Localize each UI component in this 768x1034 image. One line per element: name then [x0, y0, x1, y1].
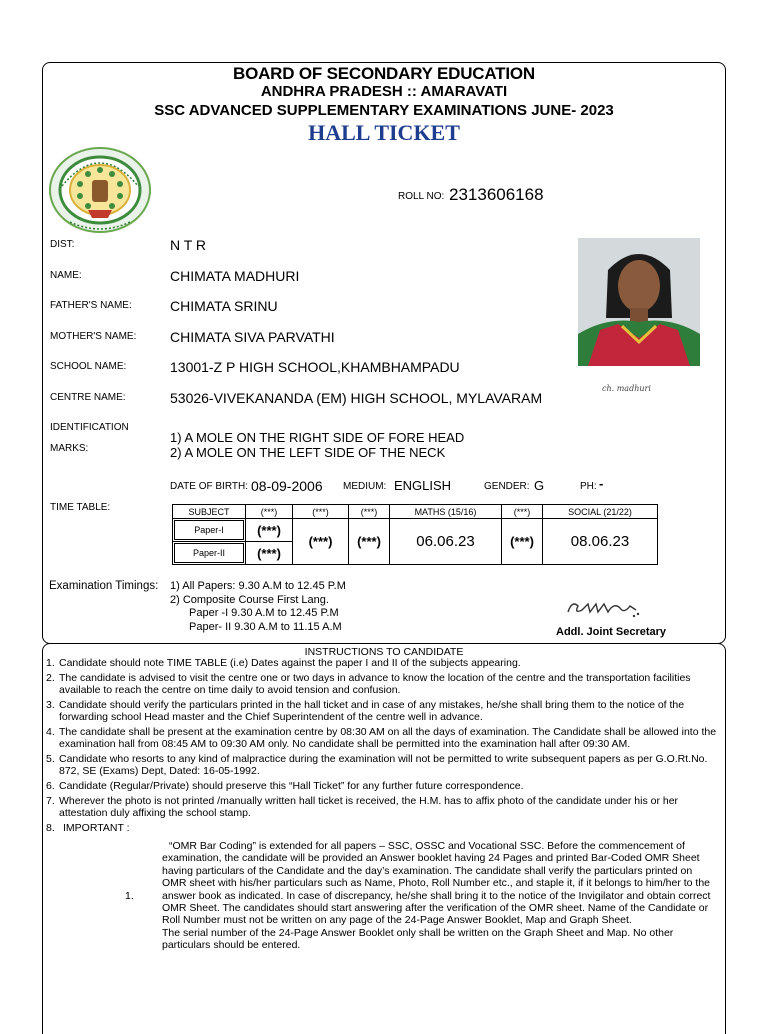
header-col2: (***) [293, 505, 349, 519]
dist-label: DIST: [50, 239, 75, 250]
candidate-photo [578, 238, 700, 366]
col3-date: (***) [349, 519, 390, 565]
school-label: SCHOOL NAME: [50, 361, 127, 372]
document-title: HALL TICKET [308, 120, 460, 145]
header-col1: (***) [246, 505, 293, 519]
col5-date: (***) [502, 519, 543, 565]
instruction-number: 7. [46, 795, 55, 807]
identification-mark-1: 1) A MOLE ON THE RIGHT SIDE OF FORE HEAD [170, 430, 465, 445]
instruction-item: 5. Candidate who resorts to any kind of malpractice during the examination will not be permitted to write subsequent papers as per G.O.Rt.No. 872, SE (Exams) Dept, Dated: 16-05-1992. [46, 753, 708, 777]
name-label: NAME: [50, 270, 82, 281]
header-col5: (***) [502, 505, 543, 519]
instruction-item: 1. Candidate should note TIME TABLE (i.e) Dates against the paper I and II of the subjects appearing. [46, 657, 521, 669]
col2-date: (***) [293, 519, 349, 565]
instruction-number: 5. [46, 753, 55, 765]
timings-label: Examination Timings: [49, 580, 159, 592]
medium-label: MEDIUM: [343, 481, 387, 492]
instruction-item: 4. The candidate shall be present at the examination centre by 08:30 AM on all the days of examination. The Candidate shall be allowed into the examination hall from 08:45 AM to 09:30 AM only. No candidate shall be permitted into the examination hall after 09:30 AM. [46, 726, 717, 750]
timings-line-3: Paper -I 9.30 A.M to 12.45 P.M [189, 607, 339, 619]
instruction-number: 6. [46, 780, 55, 792]
paper-1-col1: (***) [246, 519, 293, 542]
instruction-item-important [36, 822, 726, 952]
instruction-item: 6. Candidate (Regular/Private) should preserve this “Hall Ticket” for any further future correspondence. [46, 780, 524, 792]
instruction-number: 4. [46, 726, 55, 738]
dob-value: 08-09-2006 [251, 478, 323, 494]
instruction-number: 2. [46, 672, 55, 684]
board-name: BOARD OF SECONDARY EDUCATION [233, 64, 535, 83]
header-social: SOCIAL (21/22) [543, 505, 658, 519]
identification-mark-2: 2) A MOLE ON THE LEFT SIDE OF THE NECK [170, 445, 446, 460]
header-maths: MATHS (15/16) [390, 505, 502, 519]
authority-signature-icon [564, 596, 644, 625]
dist-value: N T R [170, 237, 207, 253]
omr-instruction-serial: The serial number of the 24-Page Answer Booklet only shall be written on the Graph Sheet and Map. No other particulars should be entered. [162, 926, 674, 952]
mother-value: CHIMATA SIVA PARVATHI [170, 329, 335, 345]
dob-label: DATE OF BIRTH: [170, 481, 248, 492]
timings-line-2: 2) Composite Course First Lang. [170, 594, 329, 606]
medium-value: ENGLISH [394, 478, 452, 493]
roll-label: ROLL NO: [398, 191, 445, 202]
father-label: FATHER'S NAME: [50, 300, 132, 311]
timetable-label: TIME TABLE: [50, 502, 111, 513]
important-sub-number: 1. [125, 890, 134, 902]
instruction-number: 1. [46, 657, 55, 669]
timetable [172, 504, 658, 565]
instruction-item: 7. Wherever the photo is not printed /manually written hall ticket is received, the H.M. has to affix photo of the candidate under his or her attestation duly affixing the school stamp. [46, 795, 679, 819]
maths-date: 06.06.23 [390, 519, 502, 565]
authority-title: Addl. Joint Secretary [556, 626, 667, 638]
exam-name: SSC ADVANCED SUPPLEMENTARY EXAMINATIONS JUNE- 2023 [154, 102, 614, 119]
header-subject: SUBJECT [173, 505, 246, 519]
name-value: CHIMATA MADHURI [170, 268, 300, 284]
instruction-number: 8. [46, 822, 55, 834]
header-col3: (***) [349, 505, 390, 519]
roll-number: 2313606168 [449, 185, 544, 204]
paper-2-label: Paper-II [174, 543, 244, 563]
ph-label: PH: [580, 481, 597, 492]
instructions-list [36, 657, 726, 955]
omr-instruction: “OMR Bar Coding” is extended for all papers – SSC, OSSC and Vocational SSC. Before the commencement of examination, the candidate will be provided an Answer booklet having 24 Pages and printed Bar-Coded OMR Sheet having particulars of the Candidate and the day’s examination. The candidate shall verify the particulars printed on OMR sheet with his/her particulars such as Name, Photo, Roll Number etc., and staple it, if it belongs to him/her to the answer book as indicated. In case of discrepancy, he/she shall bring it to the notice of the Invigilator and obtain correct OMR Sheet. The candidates should start answering after the verification of the OMR sheet. Name of the Candidate or Roll Number must not be written on any page of the 24-Page Answer Booklet, Map and Graph Sheet. [162, 840, 711, 927]
instruction-item: 2. The candidate is advised to visit the centre one or two days in advance to know the location of the centre and the transportation facilities available to reach the centre on time daily to avoid tension and confusion. [46, 672, 691, 696]
centre-value: 53026-VIVEKANANDA (EM) HIGH SCHOOL, MYLAVARAM [170, 390, 543, 406]
school-value: 13001-Z P HIGH SCHOOL,KHAMBHAMPADU [170, 359, 460, 375]
gender-value: G [534, 478, 545, 493]
identification-label: IDENTIFICATION [50, 422, 129, 433]
instruction-number: 3. [46, 699, 55, 711]
paper-1-label: Paper-I [174, 520, 244, 540]
ap-emblem-icon [48, 146, 152, 234]
social-date: 08.06.23 [543, 519, 658, 565]
state-name: ANDHRA PRADESH :: AMARAVATI [260, 83, 508, 100]
father-value: CHIMATA SRINU [170, 298, 278, 314]
ph-value: - [599, 476, 604, 491]
candidate-signature: ch. madhuri [602, 384, 651, 393]
instructions-title: INSTRUCTIONS TO CANDIDATE [304, 646, 464, 658]
instruction-item: 3. Candidate should verify the particulars printed in the hall ticket and in case of any mistakes, he/she shall bring them to the notice of the forwarding school Head master and the Chief Superintendent of the centre well in advance. [46, 699, 685, 723]
mother-label: MOTHER'S NAME: [50, 331, 137, 342]
gender-label: GENDER: [484, 481, 530, 492]
centre-label: CENTRE NAME: [50, 392, 126, 403]
timings-line-4: Paper- II 9.30 A.M to 11.15 A.M [189, 621, 342, 633]
paper-2-col1: (***) [246, 542, 293, 565]
marks-label: MARKS: [50, 443, 89, 454]
important-label: IMPORTANT : [63, 822, 130, 834]
timings-line-1: 1) All Papers: 9.30 A.M to 12.45 P.M [170, 580, 346, 592]
